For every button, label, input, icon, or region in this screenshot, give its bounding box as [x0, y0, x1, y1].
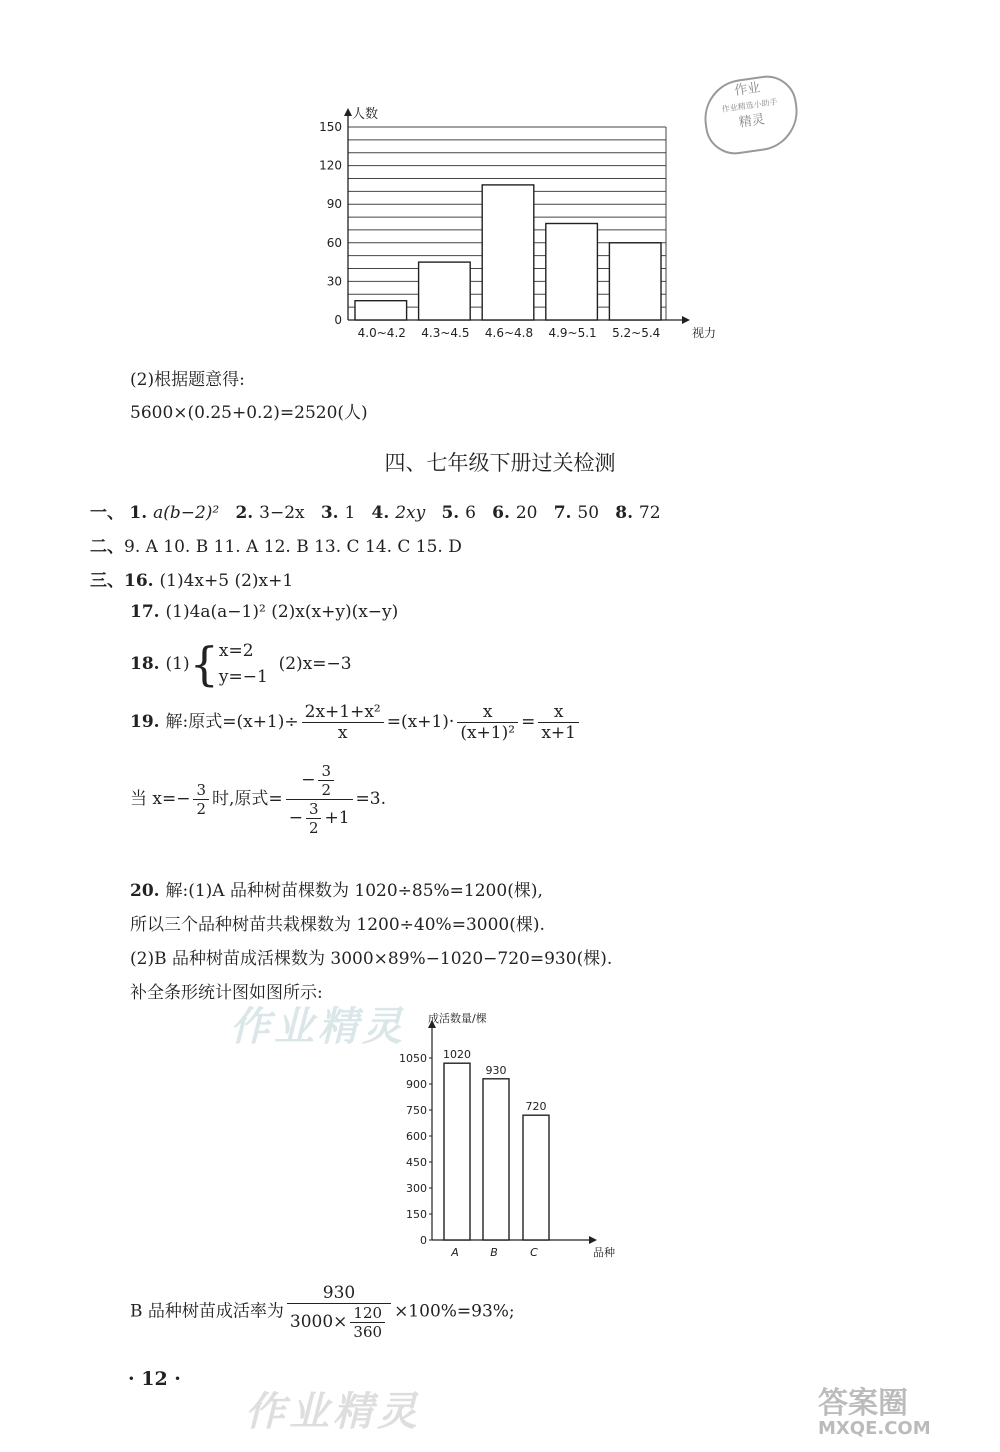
q19-big-num-minus: −	[301, 770, 316, 790]
y-tick-label: 30	[326, 274, 342, 289]
answers-row-3	[90, 566, 293, 591]
q4-ans: 2xy	[395, 503, 426, 523]
q3-ans: 1	[344, 503, 356, 523]
q19-big-den-fden: 2	[306, 818, 322, 837]
q19-x-fraction	[193, 781, 209, 818]
stamp-top: 作业	[733, 80, 762, 99]
q17	[130, 602, 398, 622]
x-tick-label: 4.0~4.2	[357, 326, 406, 340]
q20-rate-den	[287, 1303, 391, 1341]
q19-eq: =	[521, 712, 536, 732]
y-tick-label: 150	[319, 120, 342, 134]
answers-row-1	[90, 498, 661, 523]
q19-x-fnum: 3	[196, 781, 207, 799]
y-tick-label: 120	[319, 158, 342, 173]
q3-num: 3.	[320, 503, 345, 523]
q19-big-num	[286, 762, 353, 799]
q19-big-den-frac	[306, 800, 322, 837]
y-tick-label: 1050	[399, 1052, 427, 1065]
q19-fraction-1	[302, 702, 384, 743]
q19-big-num-frac	[318, 762, 334, 799]
q19-line2	[130, 762, 386, 837]
q20-rate-den-fden: 360	[350, 1322, 385, 1341]
q20-num: 20.	[130, 881, 166, 901]
y-tick-label: 900	[406, 1078, 427, 1091]
q19-f3-num: x	[553, 702, 564, 722]
q19-fraction-3	[538, 702, 579, 743]
x-tick-label: A	[451, 1246, 459, 1259]
q18-p1: (1)	[165, 654, 190, 674]
q18-eq2: y=−1	[218, 667, 268, 687]
q19-big-den	[286, 799, 353, 837]
y-tick-label: 750	[406, 1104, 427, 1117]
page-number: · 12 ·	[128, 1368, 181, 1390]
q19-f3-den: x+1	[538, 722, 579, 743]
q17-ans: (1)4a(a−1)² (2)x(x+y)(x−y)	[165, 602, 399, 622]
y-axis-label: 成活数量/棵	[428, 1012, 487, 1025]
q19-big-den-fnum: 3	[308, 800, 319, 818]
q2-ans: 3−2x	[259, 503, 305, 523]
q19-big-fraction	[286, 762, 353, 837]
q18-eq1: x=2	[218, 641, 254, 661]
q19-big-den-minus: −	[288, 808, 303, 828]
q20-rate-den-frac	[350, 1304, 385, 1341]
brand-logo-bottom: MXQE.COM	[818, 1418, 931, 1439]
q19-big-num-fnum: 3	[321, 762, 332, 780]
q19-line2-a: 当 x=−	[130, 789, 191, 809]
part2-intro: (2)根据题意得:	[130, 370, 245, 390]
bar	[444, 1063, 470, 1240]
q16-ans: (1)4x+5 (2)x+1	[159, 571, 294, 591]
x-tick-label: 5.2~5.4	[612, 326, 661, 340]
q20-line3: (2)B 品种树苗成活棵数为 3000×89%−1020−720=930(棵).	[130, 949, 613, 969]
x-tick-label: 4.9~5.1	[548, 326, 597, 340]
q19-big-num-fden: 2	[318, 780, 334, 799]
q20-line1	[130, 876, 543, 901]
q8-num: 8.	[615, 503, 639, 523]
q16-num: 16.	[124, 571, 160, 591]
bar	[419, 262, 471, 320]
data-label: 1020	[443, 1048, 471, 1062]
q1-ans: a(b−2)²	[153, 503, 220, 523]
q19-x-fden: 2	[193, 799, 209, 818]
q19-f1-num: 2x+1+x²	[304, 702, 381, 722]
q20-l1: 解:(1)A 品种树苗棵数为 1020÷85%=1200(棵),	[165, 881, 543, 901]
q7-ans: 50	[577, 503, 600, 523]
section-title: 四、七年级下册过关检测	[384, 451, 616, 475]
brand-logo-top: 答案圈	[818, 1386, 908, 1421]
row3-prefix: 三、	[90, 571, 124, 591]
y-tick-label: 60	[326, 235, 342, 250]
data-label: 720	[525, 1100, 547, 1114]
y-axis-label: 人数	[352, 107, 379, 122]
q19-mid: =(x+1)·	[386, 712, 455, 732]
data-label: 930	[485, 1063, 507, 1077]
q6-ans: 20	[515, 503, 538, 523]
bar	[609, 243, 661, 320]
watermark-bottom: 作业精灵	[245, 1389, 421, 1435]
bar	[546, 224, 598, 321]
y-axis-arrow-icon	[344, 108, 352, 116]
y-tick-label: 300	[406, 1182, 427, 1195]
q2-num: 2.	[235, 503, 260, 523]
watermark-middle: 作业精灵	[230, 1004, 406, 1050]
x-tick-label: C	[530, 1246, 538, 1259]
x-axis-arrow-icon	[682, 316, 690, 324]
survival-bar-chart	[370, 1010, 620, 1265]
stamp-bottom: 精灵	[737, 112, 766, 131]
q19-num: 19.	[130, 712, 166, 732]
bar	[483, 1079, 509, 1240]
stamp-middle: 作业精选小助手	[721, 97, 779, 114]
bar	[523, 1115, 549, 1240]
q20-rate-den-fnum: 120	[353, 1304, 383, 1322]
q1-num: 1.	[129, 503, 154, 523]
row2-text: 9. A 10. B 11. A 12. B 13. C 14. C 15. D	[124, 537, 462, 557]
q20-rate-fraction	[287, 1283, 391, 1341]
q5-num: 5.	[441, 503, 466, 523]
q19-fraction-2	[457, 702, 518, 743]
q18-p2: (2)x=−3	[278, 654, 352, 674]
q19-line1	[130, 702, 582, 743]
q19-f2-den: (x+1)²	[457, 722, 518, 743]
q19-big-den-b: +1	[324, 808, 350, 828]
y-tick-label: 150	[406, 1208, 427, 1221]
x-axis-arrow-icon	[589, 1236, 597, 1244]
q18-num: 18.	[130, 654, 166, 674]
y-tick-label: 0	[334, 313, 342, 327]
answers-row-2	[90, 532, 462, 557]
q20-rate	[130, 1283, 515, 1341]
q4-num: 4.	[371, 503, 396, 523]
q19-line2-b: 时,原式=	[212, 789, 283, 809]
x-axis-label: 品种	[593, 1246, 615, 1259]
y-tick-label: 600	[406, 1130, 427, 1143]
x-axis-label: 视力	[692, 326, 717, 340]
brace-icon: {	[189, 637, 219, 691]
q20-line4: 补全条形统计图如图所示:	[130, 983, 323, 1003]
bar	[355, 301, 407, 320]
q20-rate-num: 930	[322, 1283, 356, 1303]
q20-line2: 所以三个品种树苗共栽棵数为 1200÷40%=3000(棵).	[130, 915, 545, 935]
q18	[130, 638, 352, 690]
q20-rate-a: B 品种树苗成活率为	[130, 1301, 284, 1322]
y-tick-label: 90	[326, 197, 342, 212]
q6-num: 6.	[492, 503, 516, 523]
row2-prefix: 二、	[90, 537, 124, 557]
q5-ans: 6	[465, 503, 476, 523]
q19-f1-den: x	[302, 722, 384, 743]
x-tick-label: B	[490, 1246, 498, 1259]
row1-prefix: 一、	[90, 503, 124, 523]
q20-rate-b: ×100%=93%;	[394, 1301, 515, 1322]
q17-num: 17.	[130, 602, 166, 622]
q19-f2-num: x	[482, 702, 493, 722]
bar	[482, 185, 534, 320]
y-tick-label: 450	[406, 1156, 427, 1169]
y-tick-label: 0	[420, 1234, 427, 1247]
q20-rate-den-a: 3000×	[289, 1312, 348, 1332]
x-tick-label: 4.6~4.8	[484, 326, 534, 340]
vision-histogram	[300, 100, 720, 350]
q7-num: 7.	[553, 503, 578, 523]
x-tick-label: 4.3~4.5	[421, 326, 470, 340]
part2-calc: 5600×(0.25+0.2)=2520(人)	[130, 403, 368, 423]
q8-ans: 72	[638, 503, 661, 523]
q19-lead: 解:原式=(x+1)÷	[165, 712, 299, 732]
q19-result: =3.	[355, 789, 387, 809]
